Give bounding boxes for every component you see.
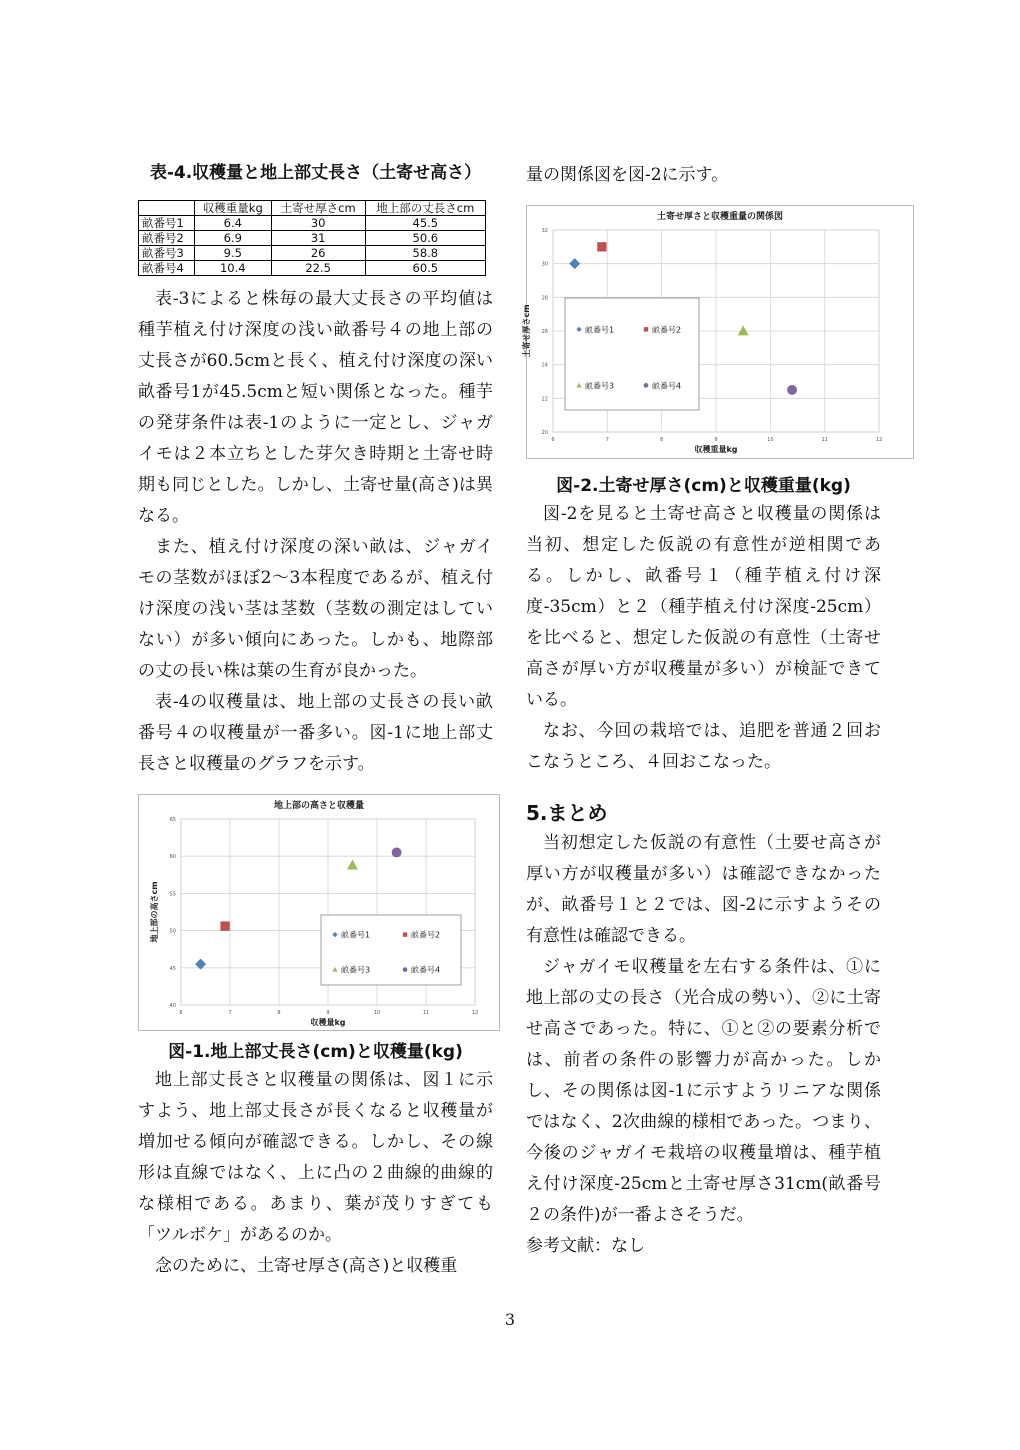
legend-label: 畝番号1 (341, 930, 371, 940)
table-caption: 表-4.収穫量と地上部丈長さ（土寄せ高さ） (149, 163, 482, 183)
table-header-cell (139, 201, 195, 216)
table-cell: 6.9 (194, 231, 271, 246)
data-point (597, 242, 606, 251)
data-point (787, 385, 797, 395)
legend-marker (403, 967, 408, 972)
x-tick-label: 9 (714, 437, 718, 443)
y-tick-label: 32 (541, 228, 548, 234)
y-tick-label: 30 (541, 261, 548, 268)
x-tick-label: 11 (422, 1010, 430, 1016)
x-tick-label: 10 (767, 437, 774, 443)
y-tick-label: 40 (169, 1003, 176, 1009)
x-tick-label: 8 (277, 1010, 281, 1016)
y-tick-label: 20 (541, 430, 548, 436)
table-row (139, 261, 486, 276)
x-axis-label: 収穫量kg (310, 1018, 346, 1027)
table-cell: 6.4 (194, 216, 271, 231)
x-tick-label: 12 (875, 437, 883, 443)
table-cell: 畝番号1 (139, 216, 195, 231)
x-tick-label: 7 (228, 1010, 232, 1016)
harvest-table (138, 200, 486, 276)
figure-1-chart (138, 794, 500, 1031)
right-column (522, 160, 883, 1262)
table-cell: 60.5 (365, 261, 485, 276)
table-cell: 畝番号3 (139, 246, 195, 261)
table-row (139, 246, 486, 261)
references: 参考文献：なし (526, 1236, 645, 1256)
body-paragraph: ジャガイモ収穫量を左右する条件は、①に地上部の丈の長さ（光合成の勢い）、②に土寄せ高さであった。特に、①と②の要素分析では、前者の条件の影響力が高かった。しかし、その関係は図-1に示すようリニアな関係ではなく、2次曲線的様相であった。つまり、今後のジャガイモ栽培の収穫量増は、種芋植え付け深度-25cmと土寄せ厚さ31cm(畝番号２の条件)が一番よさそうだ。 (526, 957, 881, 1225)
x-axis-label: 収穫重量kg (694, 445, 738, 454)
body-paragraph: 図-2を見ると土寄せ高さと収穫量の関係は当初、想定した仮説の有意性が逆相関である。しかし、畝番号１（種芋植え付け深度-35cm）と２（種芋植え付け深度-25cm）を比べると、想定した仮説の有意性（土寄せ高さが厚い方が収穫量が多い）が検証できている。 (526, 504, 881, 710)
legend-label: 畝番号4 (411, 965, 441, 975)
legend-label: 畝番号3 (585, 381, 615, 391)
table-cell: 58.8 (365, 246, 485, 261)
chart-title: 土寄せ厚さと収穫重量の関係図 (656, 212, 784, 222)
table-header-row (139, 201, 486, 216)
figure-2-svg (522, 206, 913, 458)
body-paragraph: 表-3によると株毎の最大丈長さの平均値は種芋植え付け深度の浅い畝番号４の地上部の丈長さが60.5cmと長く、植え付け深度の深い畝番号1が45.5cmと短い関係となった。種芋の発芽条件は表-1のように一定とし、ジャガイモは２本立ちとした芽欠き時期と土寄せ時期も同じとした。しかし、土寄せ量(高さ)は異なる。 (138, 289, 493, 526)
y-tick-label: 55 (169, 891, 176, 898)
table-row (139, 216, 486, 231)
legend-box (565, 298, 699, 410)
legend-marker (403, 932, 407, 936)
table-cell: 30 (271, 216, 365, 231)
y-tick-label: 60 (169, 854, 176, 861)
y-axis-label: 地上部の高さcm (150, 881, 159, 943)
data-point (392, 848, 402, 858)
table-cell: 10.4 (194, 261, 271, 276)
body-paragraph: 地上部丈長さと収穫量の関係は、図１に示すよう、地上部丈長さが長くなると収穫量が増加せる傾向が確認できる。しかし、その線形は直線ではなく、上に凸の２曲線的曲線的な様相である。あまり、葉が茂りすぎても「ツルボケ」があるのか。 (138, 1070, 493, 1245)
table-cell: 31 (271, 231, 365, 246)
table-cell: 50.6 (365, 231, 485, 246)
table-cell: 45.5 (365, 216, 485, 231)
figure-1-svg (139, 795, 499, 1030)
figure-2-caption: 図-2.土寄せ厚さ(cm)と収穫重量(kg) (556, 476, 851, 496)
table-cell: 畝番号4 (139, 261, 195, 276)
legend-label: 畝番号4 (652, 381, 682, 391)
legend-label: 畝番号2 (411, 930, 441, 940)
x-tick-label: 7 (605, 437, 609, 443)
table-header-cell: 収穫重量kg (194, 201, 271, 216)
body-paragraph: なお、今回の栽培では、追肥を普通２回おこなうところ、４回おこなった。 (526, 721, 881, 772)
table-cell: 畝番号2 (139, 231, 195, 246)
x-tick-label: 8 (660, 437, 664, 443)
figure-1-caption: 図-1.地上部丈長さ(cm)と収穫量(kg) (168, 1042, 463, 1062)
x-tick-label: 10 (373, 1010, 381, 1016)
y-axis-label: 土寄せ厚さcm (522, 304, 531, 358)
x-tick-label: 6 (551, 437, 555, 443)
legend-label: 畝番号3 (341, 965, 371, 975)
table-cell: 22.5 (271, 261, 365, 276)
body-paragraph: 量の関係図を図-2に示す。 (526, 165, 729, 185)
table-header-cell: 土寄せ厚さcm (271, 201, 365, 216)
left-column (138, 160, 493, 1282)
body-paragraph: また、植え付け深度の深い畝は、ジャガイモの茎数がほぼ2〜3本程度であるが、植え付け深度の浅い茎は茎数（茎数の測定はしていない）が多い傾向にあった。しかも、地際部の丈の長い株は葉の生育が良かった。 (138, 537, 493, 681)
y-tick-label: 22 (541, 396, 548, 403)
x-tick-label: 6 (179, 1010, 183, 1016)
legend-marker (644, 383, 649, 388)
y-tick-label: 28 (541, 295, 548, 302)
figure-2-chart (522, 205, 914, 459)
body-paragraph: 念のために、土寄せ厚さ(高さ)と収穫重 (155, 1256, 458, 1276)
x-tick-label: 9 (326, 1010, 330, 1016)
table-row (139, 231, 486, 246)
table-cell: 26 (271, 246, 365, 261)
data-point (220, 921, 229, 930)
y-tick-label: 65 (169, 817, 176, 823)
section-heading: 5.まとめ (526, 801, 608, 825)
chart-title: 地上部の高さと収穫量 (273, 801, 365, 811)
y-tick-label: 50 (169, 928, 176, 935)
table-cell: 9.5 (194, 246, 271, 261)
y-tick-label: 24 (541, 362, 548, 369)
page-number: 3 (504, 1310, 516, 1329)
legend-marker (644, 327, 648, 331)
x-tick-label: 11 (821, 437, 828, 443)
table-header-cell: 地上部の丈長さcm (365, 201, 485, 216)
body-paragraph: 当初想定した仮説の有意性（土要せ高さが厚い方が収穫量が多い）は確認できなかったが、畝番号１と２では、図-2に示すようその有意性は確認できる。 (526, 833, 881, 946)
y-tick-label: 45 (169, 965, 176, 972)
legend-label: 畝番号2 (652, 325, 682, 335)
y-tick-label: 26 (541, 329, 548, 335)
body-paragraph: 表-4の収穫量は、地上部の丈長さの長い畝番号４の収穫量が一番多い。図-1に地上部丈長さと収穫量のグラフを示す。 (138, 692, 493, 774)
x-tick-label: 12 (471, 1010, 479, 1016)
legend-label: 畝番号1 (585, 325, 615, 335)
